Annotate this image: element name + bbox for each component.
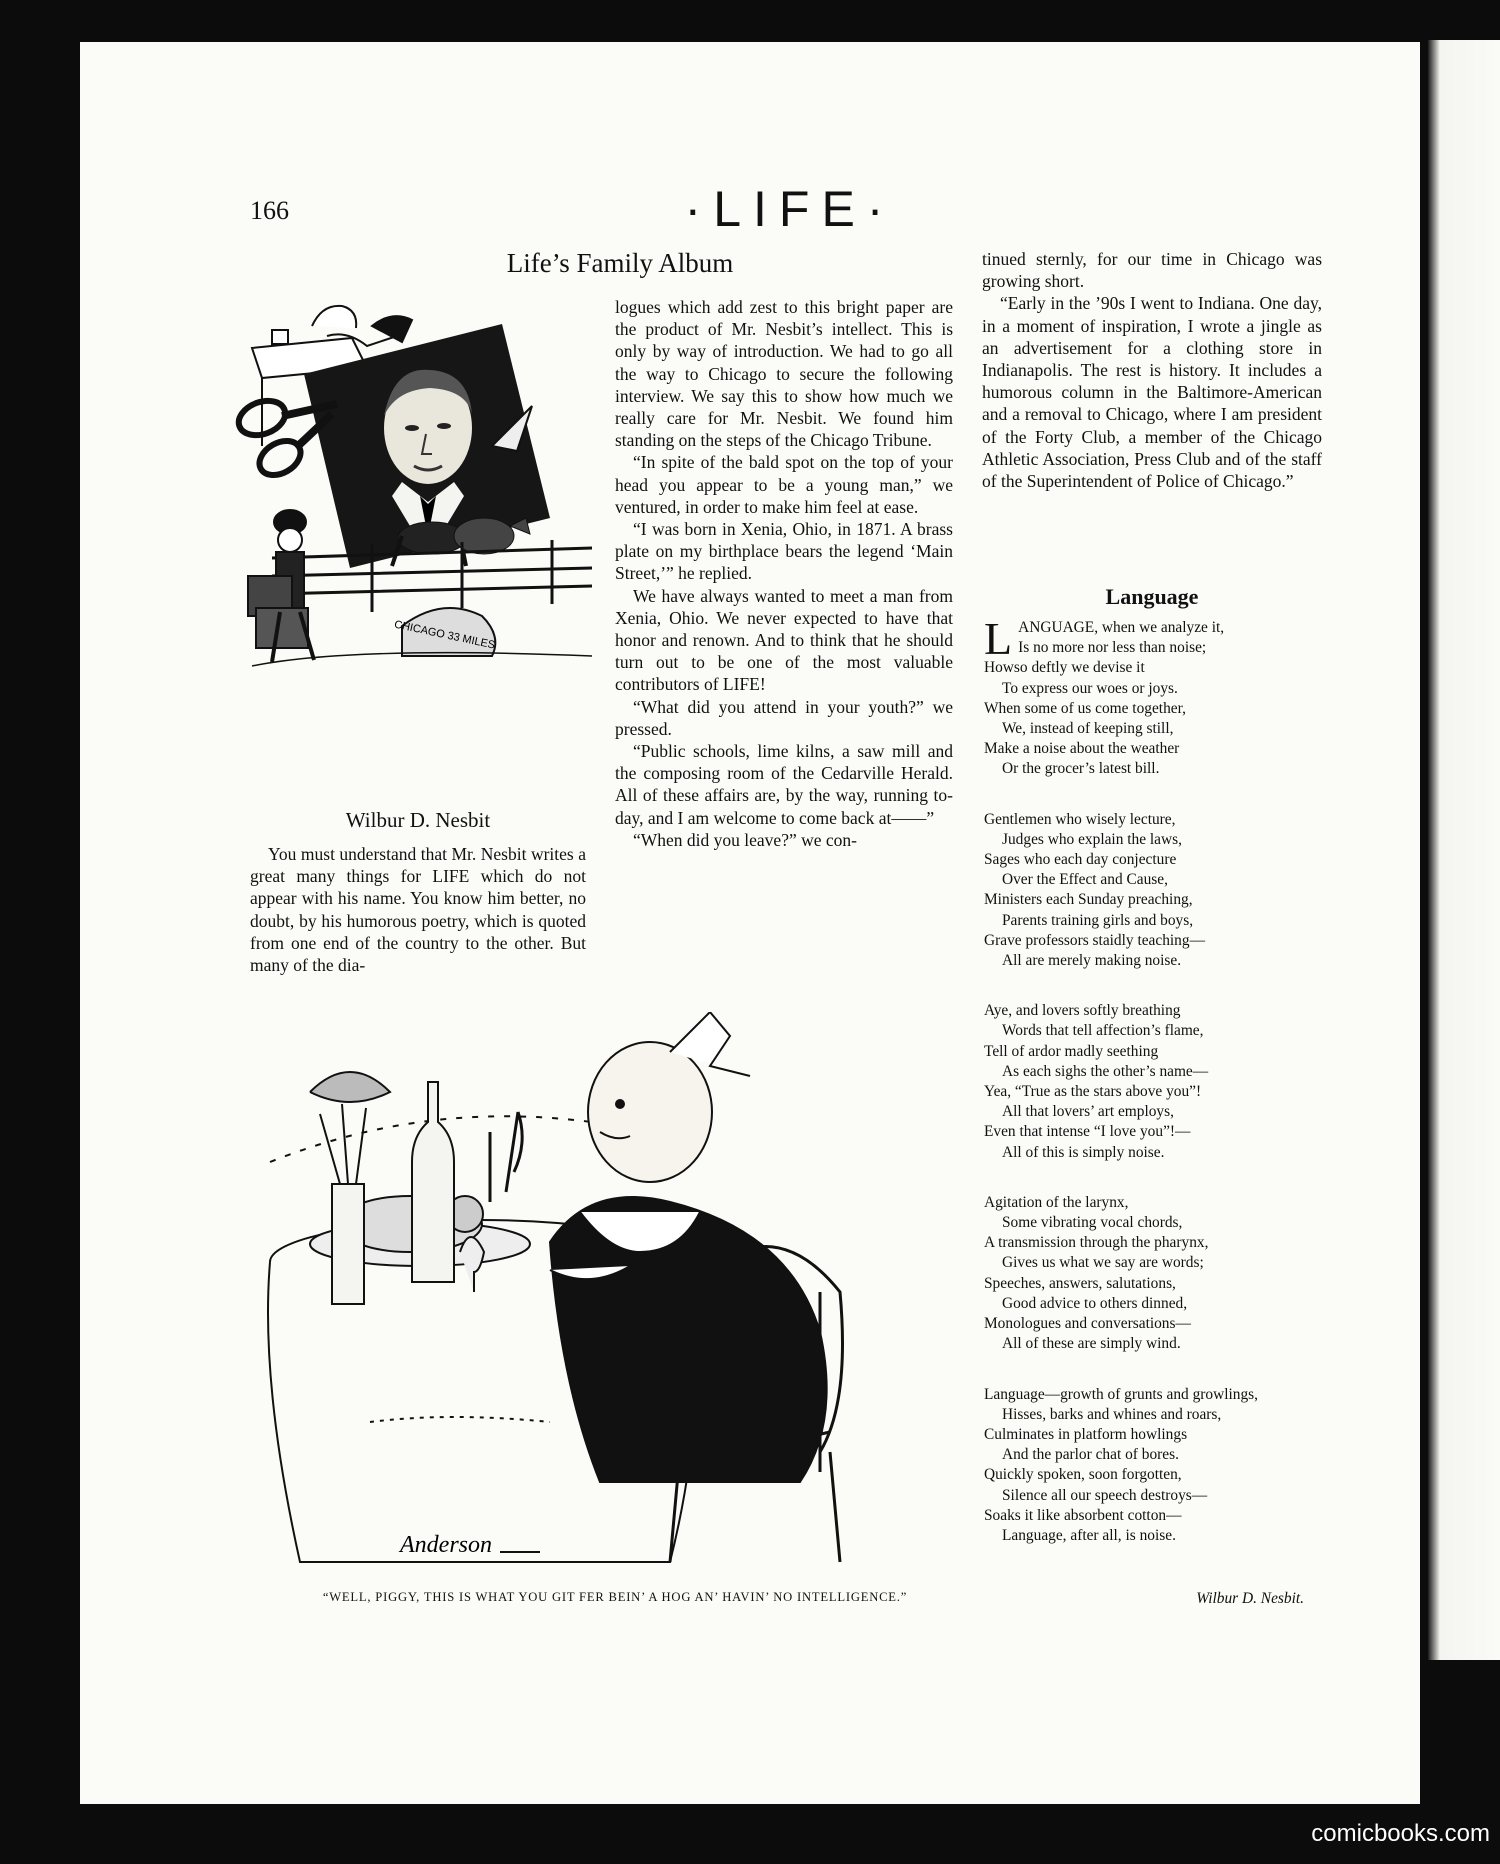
poem-line: As each sighs the other’s name— [1002, 1062, 1209, 1080]
poem-stanza [984, 810, 1324, 972]
boy-with-suitcase [248, 510, 314, 662]
poem-stanza [984, 1385, 1324, 1547]
poem-line: Howso deftly we devise it [984, 659, 1145, 677]
poem-line: Yea, “True as the stars above you”! [984, 1083, 1202, 1101]
page-number: 166 [250, 196, 289, 225]
milestone-sign-text: CHICAGO 33 MILES [393, 618, 497, 652]
poem-line: All are merely making noise. [1002, 952, 1182, 970]
article-paragraph: “What did you attend in your youth?” we pressed. [615, 696, 953, 739]
article-paragraph: “Public schools, lime kilns, a saw mill and the composing room of the Cedarville Herald. All of these affairs are, by the way, running to-day, and I am welcome to come back at——” [615, 741, 953, 828]
poem-line: Grave professors staidly teaching— [984, 931, 1205, 949]
poem-line: And the parlor chat of bores. [1002, 1446, 1179, 1464]
poem-line: ANGUAGE, when we analyze it, [1018, 619, 1225, 636]
poem-line: Aye, and lovers softly breathing [984, 1002, 1181, 1020]
poem-line: Culminates in platform howlings [984, 1425, 1188, 1443]
poem-line: Gentlemen who wisely lecture, [984, 810, 1176, 828]
knife-and-fork [490, 1112, 522, 1202]
poem-line: Silence all our speech destroys— [1002, 1486, 1208, 1504]
poem-line: Speeches, answers, salutations, [984, 1274, 1176, 1292]
poem-stanza [984, 1001, 1324, 1163]
poem-line: Or the grocer’s latest bill. [1002, 760, 1160, 778]
poem-body [984, 613, 1324, 1576]
poem-line: Is no more nor less than noise; [1018, 639, 1207, 657]
poem-line: Make a noise about the weather [984, 740, 1180, 758]
diner-man [550, 1012, 827, 1482]
poem-line: Language, after all, is noise. [1002, 1526, 1176, 1544]
poem-line: Soaks it like absorbent cotton— [984, 1506, 1182, 1524]
next-page-edge [1428, 40, 1500, 1660]
poem-signature: Wilbur D. Nesbit. [1196, 1590, 1304, 1607]
article-paragraph: “I was born in Xenia, Ohio, in 1871. A brass plate on my birthplace bears the legend ‘Main Street,’” he replied. [615, 519, 953, 584]
portrait-collage-illustration [232, 286, 612, 796]
poem-line: Sages who each day conjecture [984, 851, 1177, 869]
poem-line: All of this is simply noise. [1002, 1143, 1165, 1161]
poem-stanza [984, 613, 1324, 780]
article-paragraph: logues which add zest to this bright paper are the product of Mr. Nesbit’s intellect. This is only by way of introduction. We had to go all the way to Chicago to secure the following interview. We say this to show how much we really care for Mr. Nesbit. We found him standing on the steps of the Chicago Tribune. [615, 297, 953, 451]
poem-line: All of these are simply wind. [1002, 1335, 1181, 1353]
poem-line: Even that intense “I love you”!— [984, 1123, 1191, 1141]
article-paragraph: We have always wanted to meet a man from Xenia, Ohio. We never expected to have that honor and renown. And to think that he should turn out to be one of the most valuable contributors of LIFE! [615, 585, 953, 695]
poem-line: To express our woes or joys. [1002, 679, 1178, 697]
article-paragraph: “When did you leave?” we con- [633, 829, 857, 850]
poem-line: Monologues and conversations— [984, 1315, 1191, 1333]
article-paragraph: “Early in the ’90s I went to Indiana. One day, in a moment of inspiration, I wrote a jingle as an advertisement for a clothing store in Indianapolis. The rest is history. It includes a humorous column in the Baltimore-American and a removal to Chicago, where I am president of the Forty Club, a member of the Chicago Athletic Association, Press Club and of the staff of the Superintendent of Police of Chicago.” [982, 293, 1322, 492]
wine-bottle [412, 1082, 484, 1292]
poem-line: Language—growth of grunts and growlings, [984, 1385, 1258, 1403]
poem-line: Some vibrating vocal chords, [1002, 1214, 1183, 1232]
masthead-life: ·LIFE· [684, 181, 896, 237]
article-column-2 [615, 296, 953, 851]
poem-line: When some of us come together, [984, 699, 1186, 717]
author-byline: Wilbur D. Nesbit [345, 808, 491, 832]
poem-line: All that lovers’ art employs, [1002, 1103, 1174, 1121]
poem-line: Ministers each Sunday preaching, [984, 891, 1193, 909]
article-paragraph: “In spite of the bald spot on the top of your head you appear to be a young man,” we ventured, in order to make him feel at ease. [615, 452, 953, 517]
watermark: comicbooks.com [1311, 1820, 1490, 1847]
poem-line: Tell of ardor madly seething [984, 1042, 1159, 1060]
poem-line: A transmission through the pharynx, [984, 1234, 1209, 1252]
article-column-3 [982, 248, 1322, 492]
poem-title: Language [1105, 584, 1199, 609]
poem-line: We, instead of keeping still, [1002, 720, 1174, 738]
article-column-1 [250, 843, 586, 976]
cartoon-caption: “WELL, PIGGY, THIS IS WHAT YOU GIT FER BEIN’ A HOG AN’ HAVIN’ NO INTELLIGENCE.” [322, 1590, 908, 1604]
article-paragraph: You must understand that Mr. Nesbit writes a great many things for LIFE which do not appear with his name. You know him better, no doubt, by his humorous poetry, which is quoted from one end of the country to the other. But many of the dia- [250, 844, 586, 976]
cartoon-illustration [250, 1012, 980, 1582]
article-headline: Life’s Family Album [506, 248, 734, 278]
poem-line: Agitation of the larynx, [984, 1193, 1129, 1211]
poem-dropcap: L [984, 613, 1013, 664]
milestone-sign [393, 608, 496, 656]
poem-line: Hisses, barks and whines and roars, [1002, 1405, 1222, 1423]
poem-line: Good advice to others dinned, [1002, 1294, 1188, 1312]
poem-line: Judges who explain the laws, [1002, 830, 1182, 848]
poem-line: Parents training girls and boys, [1002, 911, 1194, 929]
poem-line: Over the Effect and Cause, [1002, 871, 1168, 889]
poem-line: Gives us what we say are words; [1002, 1254, 1204, 1272]
poem-line: Words that tell affection’s flame, [1002, 1022, 1204, 1040]
article-paragraph: tinued sternly, for our time in Chicago was growing short. [982, 249, 1322, 292]
artist-signature: Anderson [400, 1532, 492, 1558]
poem-stanza [984, 1193, 1324, 1355]
poem-line: Quickly spoken, soon forgotten, [984, 1466, 1182, 1484]
